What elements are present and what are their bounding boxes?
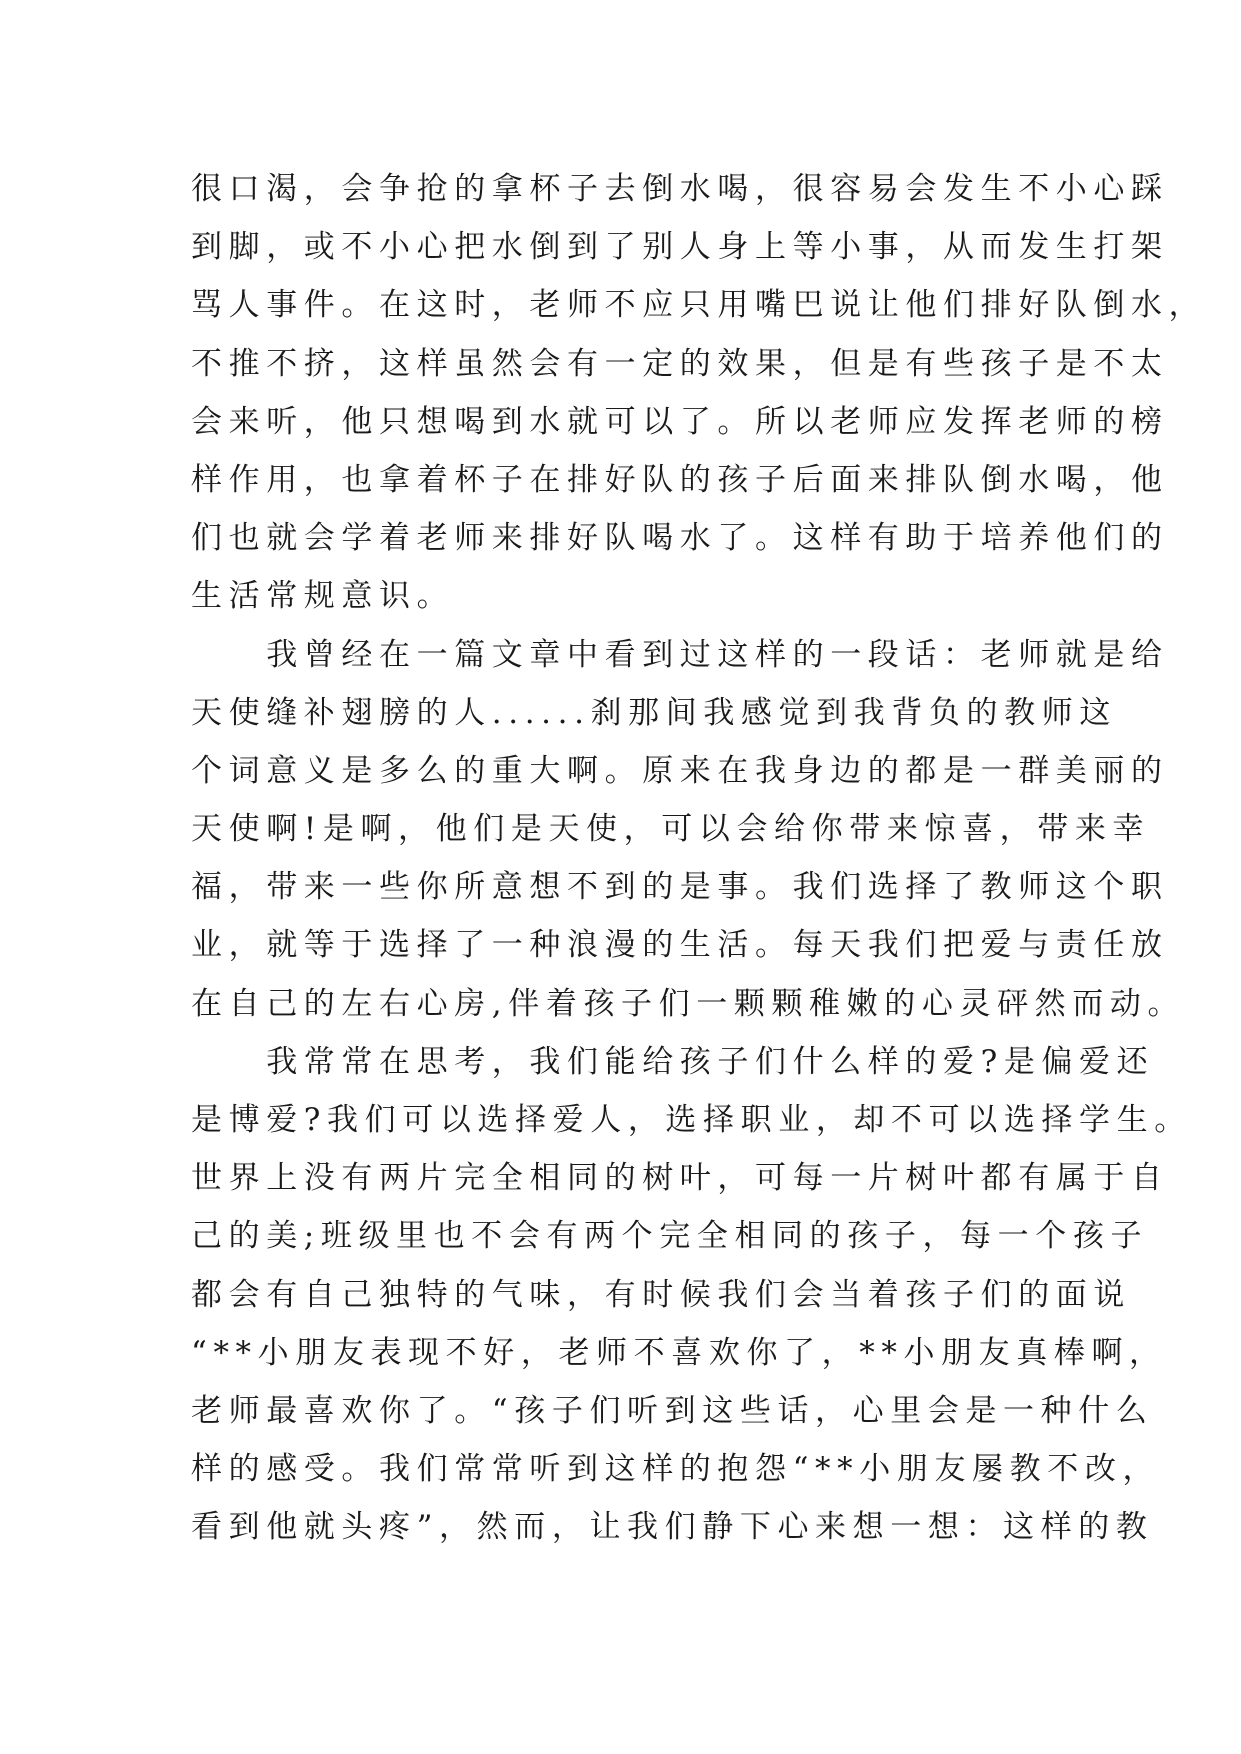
text-line: 老师最喜欢你了。“孩子们听到这些话，心里会是一种什么	[191, 1392, 1154, 1429]
text-line: 在自己的左右心房,伴着孩子们一颗颗稚嫩的心灵砰然而动。	[191, 985, 1186, 1022]
text-line: 我曾经在一篇文章中看到过这样的一段话：老师就是给	[191, 636, 1169, 673]
text-line: 生活常规意识。	[191, 578, 455, 615]
text-line: 样作用，也拿着杯子在排好队的孩子后面来排队倒水喝，他	[191, 461, 1169, 498]
text-line: 业，就等于选择了一种浪漫的生活。每天我们把爱与责任放	[191, 927, 1169, 964]
text-line: 到脚，或不小心把水倒到了别人身上等小事，从而发生打架	[191, 229, 1169, 266]
text-line: 我常常在思考，我们能给孩子们什么样的爱?是偏爱还	[191, 1043, 1155, 1080]
text-line: 会来听，他只想喝到水就可以了。所以老师应发挥老师的榜	[191, 403, 1169, 440]
text-line: 天使缝补翅膀的人......刹那间我感觉到我背负的教师这	[191, 694, 1117, 731]
text-line: 都会有自己独特的气味，有时候我们会当着孩子们的面说	[191, 1276, 1131, 1313]
text-line: 个词意义是多么的重大啊。原来在我身边的都是一群美丽的	[191, 752, 1169, 789]
text-line: 世界上没有两片完全相同的树叶，可每一片树叶都有属于自	[191, 1160, 1169, 1197]
paragraph-2	[191, 626, 1186, 1033]
text-line: 己的美;班级里也不会有两个完全相同的孩子，每一个孩子	[191, 1218, 1149, 1255]
paragraph-1	[191, 160, 1207, 626]
text-line: 是博爱?我们可以选择爱人，选择职业，却不可以选择学生。	[191, 1102, 1192, 1138]
text-line: 不推不挤，这样虽然会有一定的效果，但是有些孩子是不太	[191, 345, 1169, 382]
paragraph-3	[191, 1033, 1192, 1557]
text-line: 天使啊!是啊，他们是天使，可以会给你带来惊喜，带来幸	[191, 811, 1151, 848]
text-line: 看到他就头疼”，然而，让我们静下心来想一想：这样的教	[191, 1509, 1154, 1546]
text-line: 样的感受。我们常常听到这样的抱怨“**小朋友屡教不改，	[191, 1451, 1161, 1488]
text-line: 很口渴，会争抢的拿杯子去倒水喝，很容易会发生不小心踩	[191, 171, 1169, 207]
text-line: 骂人事件。在这时，老师不应只用嘴巴说让他们排好队倒水，	[191, 287, 1207, 324]
document-page	[191, 160, 1207, 1557]
text-line: “**小朋友表现不好，老师不喜欢你了，**小朋友真棒啊，	[191, 1334, 1167, 1371]
text-line: 福，带来一些你所意想不到的是事。我们选择了教师这个职	[191, 869, 1169, 906]
text-line: 们也就会学着老师来排好队喝水了。这样有助于培养他们的	[191, 520, 1169, 557]
